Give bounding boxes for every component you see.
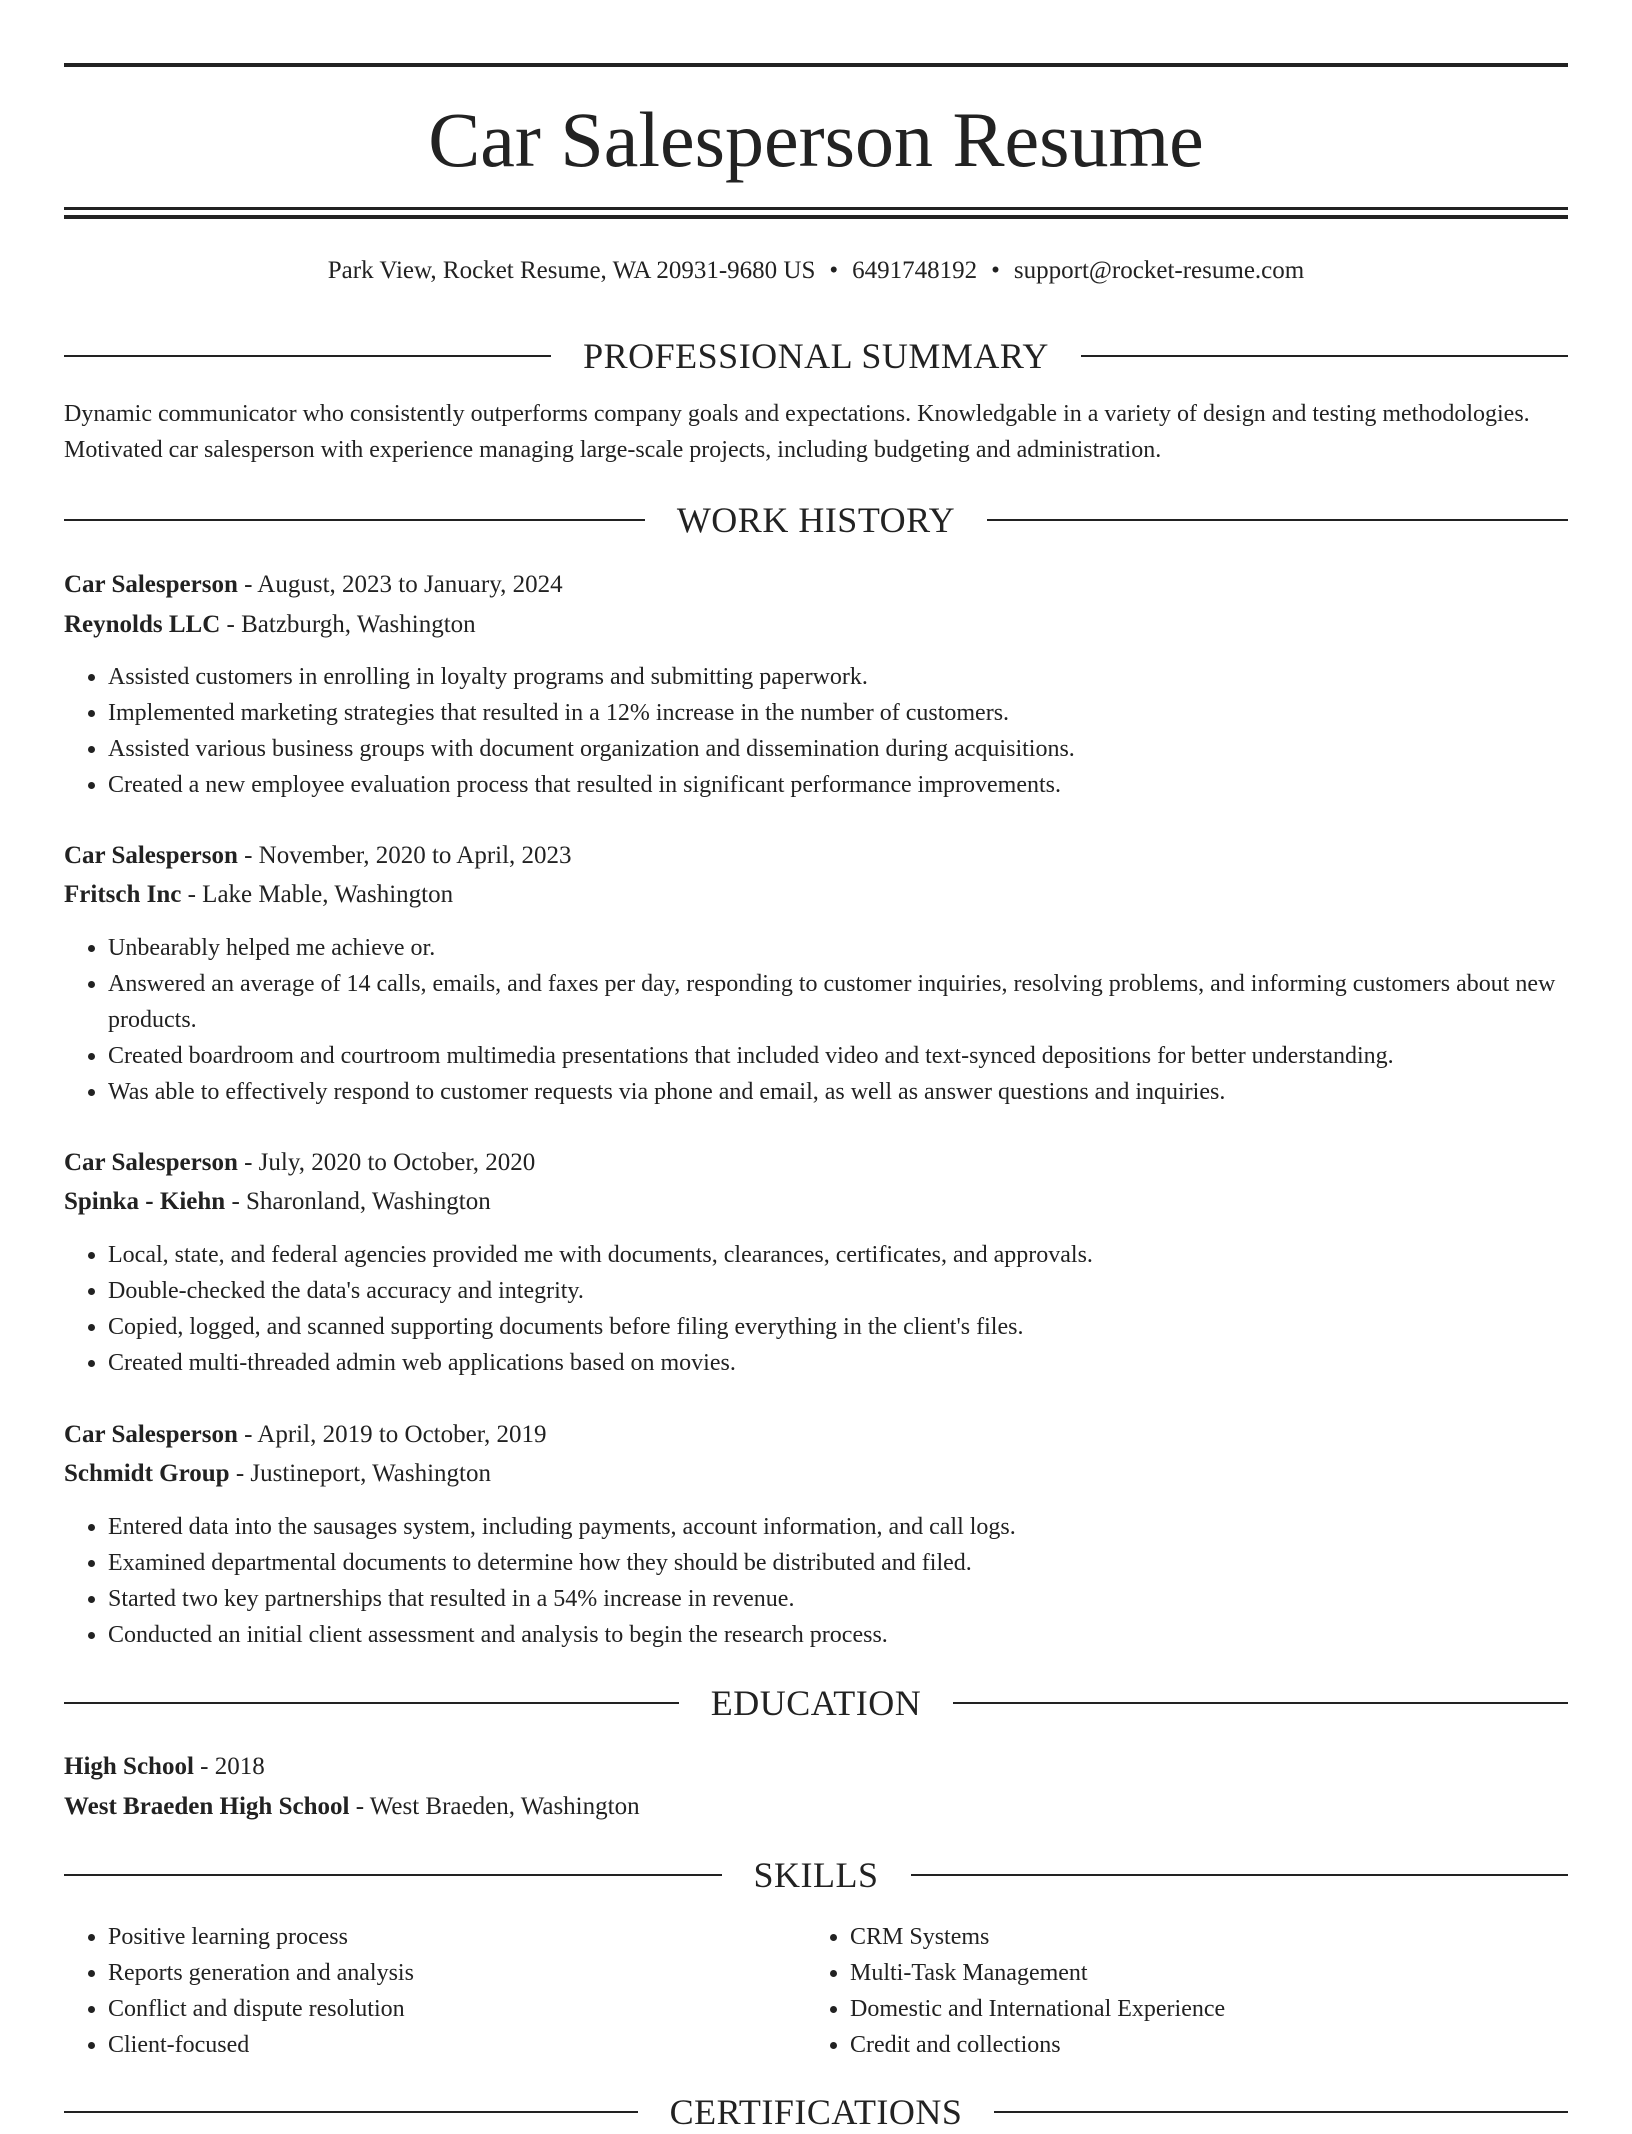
job-company-line — [64, 1184, 1568, 1220]
contact-email[interactable]: support@rocket-resume.com — [1013, 257, 1305, 284]
job-company: Spinka - Kiehn — [64, 1188, 226, 1215]
heading-rule — [987, 519, 1568, 521]
education-school-line — [64, 1789, 1568, 1825]
top-rule — [64, 63, 1568, 67]
job-bullet: • Created a new employee evaluation process that resulted in significant performance improvements. — [108, 767, 1568, 803]
section-title: WORK HISTORY — [676, 500, 956, 540]
skill-item: • Reports generation and analysis — [108, 1955, 808, 1991]
job-bullet: • Local, state, and federal agencies provided me with documents, clearances, certificates, and approvals. — [108, 1237, 1568, 1273]
job-bullet: • Examined departmental documents to determine how they should be distributed and filed. — [108, 1545, 1568, 1581]
contact-separator: • — [829, 257, 839, 284]
resume-title: Car Salesperson Resume — [428, 96, 1204, 183]
education-year: - 2018 — [193, 1753, 265, 1780]
job-bullet: • Started two key partnerships that resulted in a 54% increase in revenue. — [108, 1581, 1568, 1617]
job-location: - Sharonland, Washington — [225, 1188, 491, 1215]
heading-rule — [911, 1874, 1569, 1876]
skill-item: • Multi-Task Management — [850, 1955, 1550, 1991]
job-bullet: • Copied, logged, and scanned supporting documents before filing everything in the client's files. — [108, 1309, 1568, 1345]
section-heading-work-history — [64, 498, 1568, 542]
skill-item: • Positive learning process — [108, 1919, 808, 1955]
job-dates: - August, 2023 to January, 2024 — [237, 571, 563, 598]
heading-rule — [953, 1702, 1568, 1704]
heading-rule — [994, 2111, 1568, 2113]
section-title: CERTIFICATIONS — [669, 2092, 963, 2132]
section-heading-summary — [64, 334, 1568, 378]
job-company: Fritsch Inc — [64, 881, 182, 908]
job-bullet: • Implemented marketing strategies that resulted in a 12% increase in the number of customers. — [108, 695, 1568, 731]
job-bullets — [64, 1237, 1568, 1381]
job-bullet: • Entered data into the sausages system, including payments, account information, and call logs. — [108, 1509, 1568, 1545]
contact-phone: 6491748192 — [852, 257, 978, 284]
job-bullets — [64, 1509, 1568, 1653]
job-bullet: • Double-checked the data's accuracy and integrity. — [108, 1273, 1568, 1309]
job-title-line — [64, 1417, 1568, 1453]
job-dates: - July, 2020 to October, 2020 — [237, 1149, 536, 1176]
job-title: Car Salesperson — [64, 842, 238, 869]
skill-item: • Domestic and International Experience — [850, 1991, 1550, 2027]
job-bullets — [64, 659, 1568, 803]
education-degree-line — [64, 1749, 1568, 1785]
skills-list-left — [64, 1919, 808, 2063]
skill-item: • Client-focused — [108, 2027, 808, 2063]
section-heading-certifications — [64, 2090, 1568, 2134]
job-company: Reynolds LLC — [64, 611, 221, 638]
skill-item: • CRM Systems — [850, 1919, 1550, 1955]
contact-separator: • — [991, 257, 1000, 284]
job-location: - Justineport, Washington — [229, 1460, 491, 1487]
job-bullets — [64, 930, 1568, 1110]
job-dates: - April, 2019 to October, 2019 — [237, 1421, 547, 1448]
heading-rule — [1081, 355, 1568, 357]
job-company-line — [64, 877, 1568, 913]
job-title-line — [64, 838, 1568, 874]
contact-address: Park View, Rocket Resume, WA 20931-9680 US — [327, 257, 816, 284]
job-title: Car Salesperson — [64, 571, 238, 598]
skill-item: • Credit and collections — [850, 2027, 1550, 2063]
job-title-line — [64, 567, 1568, 603]
job-title: Car Salesperson — [64, 1149, 238, 1176]
heading-rule — [64, 1702, 679, 1704]
job-company-line — [64, 1456, 1568, 1492]
section-title: EDUCATION — [710, 1683, 922, 1723]
job-bullet: • Answered an average of 14 calls, emails, and faxes per day, responding to customer inquiries, resolving problems, and informing customers about new products. — [108, 966, 1568, 1038]
job-location: - Lake Mable, Washington — [181, 881, 454, 908]
job-title-line — [64, 1145, 1568, 1181]
heading-rule — [64, 2111, 638, 2113]
job-bullet: • Created multi-threaded admin web applications based on movies. — [108, 1345, 1568, 1381]
section-heading-skills — [64, 1853, 1568, 1897]
section-title: SKILLS — [753, 1855, 879, 1895]
job-title: Car Salesperson — [64, 1421, 238, 1448]
summary-text: Dynamic communicator who consistently outperforms company goals and expectations. Knowledgable in a variety of design and testing methodologies. Motivated car salesperson with experience managing large-scale projects, including budgeting and administration. — [64, 401, 1530, 463]
job-location: - Batzburgh, Washington — [220, 611, 476, 638]
heading-rule — [64, 519, 645, 521]
education-degree: High School — [64, 1753, 194, 1780]
job-bullet: • Conducted an initial client assessment and analysis to begin the research process. — [108, 1617, 1568, 1653]
skills-list-right — [806, 1919, 1550, 2063]
title-rule-lower — [64, 215, 1568, 219]
heading-rule — [64, 355, 551, 357]
education-location: - West Braeden, Washington — [349, 1793, 640, 1820]
skill-item: • Conflict and dispute resolution — [108, 1991, 808, 2027]
job-company: Schmidt Group — [64, 1460, 230, 1487]
education-school: West Braeden High School — [64, 1793, 350, 1820]
job-bullet: • Was able to effectively respond to customer requests via phone and email, as well as answer questions and inquiries. — [108, 1074, 1568, 1110]
section-heading-education — [64, 1681, 1568, 1725]
heading-rule — [64, 1874, 722, 1876]
section-title: PROFESSIONAL SUMMARY — [583, 336, 1049, 376]
contact-line — [64, 255, 1568, 287]
job-bullet: • Assisted various business groups with document organization and dissemination during acquisitions. — [108, 731, 1568, 767]
title-rule-upper — [64, 207, 1568, 210]
job-company-line — [64, 607, 1568, 643]
job-bullet: • Unbearably helped me achieve or. — [108, 930, 1568, 966]
job-bullet: • Created boardroom and courtroom multimedia presentations that included video and text-synced depositions for better understanding. — [108, 1038, 1568, 1074]
job-dates: - November, 2020 to April, 2023 — [237, 842, 572, 869]
job-bullet: • Assisted customers in enrolling in loyalty programs and submitting paperwork. — [108, 659, 1568, 695]
